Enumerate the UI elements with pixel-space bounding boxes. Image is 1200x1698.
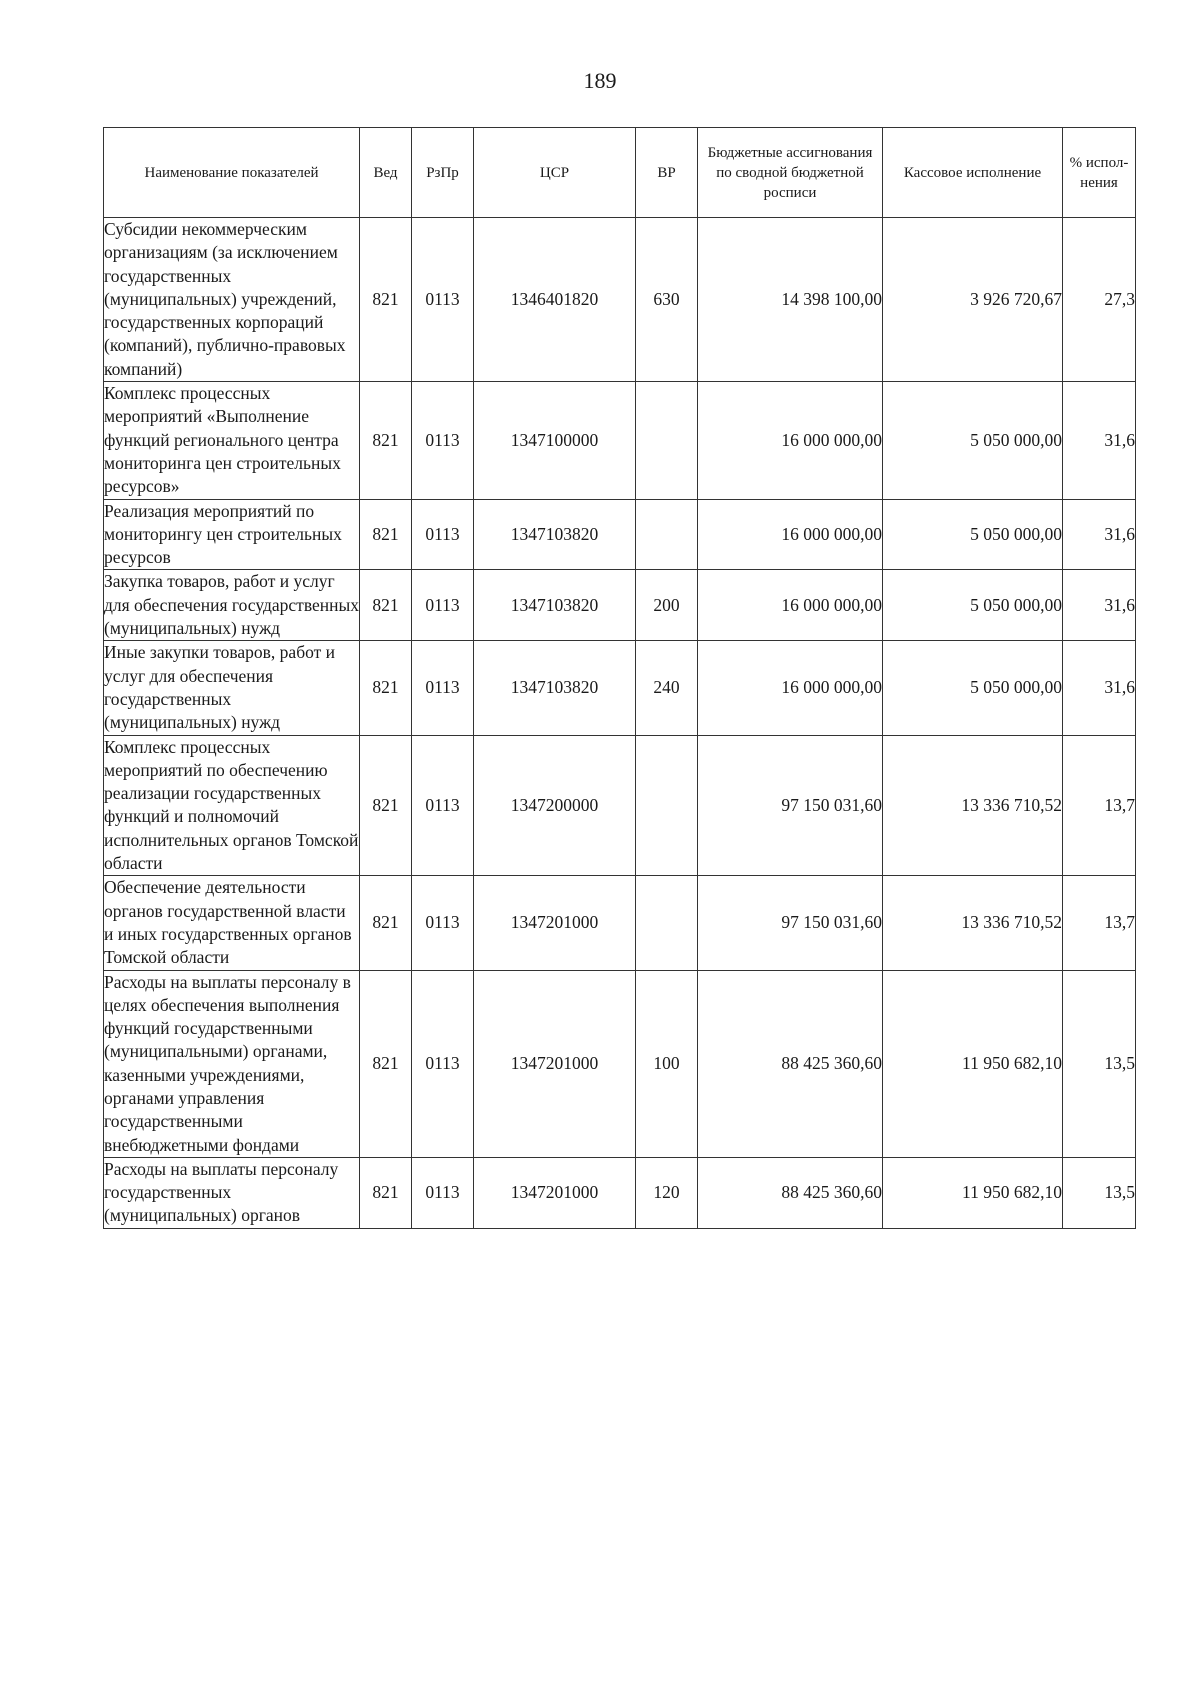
row-budget: 16 000 000,00 [698,641,883,735]
row-vr: 240 [636,641,698,735]
row-vr [636,382,698,499]
row-pct: 31,6 [1063,382,1136,499]
row-budget: 97 150 031,60 [698,735,883,876]
row-budget: 16 000 000,00 [698,570,883,641]
row-rzpr: 0113 [412,570,474,641]
row-budget: 97 150 031,60 [698,876,883,970]
row-cash: 5 050 000,00 [883,570,1063,641]
row-pct: 31,6 [1063,641,1136,735]
header-pct: % испол- нения [1063,128,1136,218]
row-csr: 1347200000 [474,735,636,876]
row-rzpr: 0113 [412,641,474,735]
row-cash: 5 050 000,00 [883,382,1063,499]
row-ved: 821 [360,1157,412,1228]
row-ved: 821 [360,735,412,876]
table-row [104,641,1136,735]
header-cash: Кассовое исполнение [883,128,1063,218]
header-name: Наименование показателей [104,128,360,218]
row-pct: 31,6 [1063,570,1136,641]
header-rzpr: РзПр [412,128,474,218]
row-csr: 1346401820 [474,218,636,382]
table-row [104,735,1136,876]
row-budget: 14 398 100,00 [698,218,883,382]
header-vr: ВР [636,128,698,218]
budget-table [103,127,1136,1229]
row-rzpr: 0113 [412,218,474,382]
row-name: Комплекс процессных мероприятий «Выполнение функций регионального центра мониторинга цен строительных ресурсов» [104,382,360,499]
row-vr [636,735,698,876]
row-name: Закупка товаров, работ и услуг для обеспечения государственных (муниципальных) нужд [104,570,360,641]
row-name: Иные закупки товаров, работ и услуг для обеспечения государственных (муниципальных) нужд [104,641,360,735]
row-cash: 5 050 000,00 [883,641,1063,735]
page-number: 189 [583,68,617,93]
row-ved: 821 [360,570,412,641]
row-csr: 1347201000 [474,1157,636,1228]
row-csr: 1347201000 [474,876,636,970]
row-csr: 1347103820 [474,641,636,735]
row-rzpr: 0113 [412,499,474,570]
row-cash: 11 950 682,10 [883,1157,1063,1228]
row-vr [636,499,698,570]
header-row [104,128,1136,218]
row-cash: 5 050 000,00 [883,499,1063,570]
row-ved: 821 [360,218,412,382]
table-row [104,382,1136,499]
row-ved: 821 [360,876,412,970]
row-cash: 11 950 682,10 [883,970,1063,1157]
row-vr: 120 [636,1157,698,1228]
row-name: Расходы на выплаты персоналу в целях обеспечения выполнения функций государственными (муниципальными) органами, казенными учреждениями, органами управления государственными внебюджетными фондами [104,970,360,1157]
row-vr [636,876,698,970]
row-cash: 13 336 710,52 [883,876,1063,970]
row-name: Обеспечение деятельности органов государственной власти и иных государственных органов Томской области [104,876,360,970]
row-budget: 16 000 000,00 [698,499,883,570]
row-csr: 1347201000 [474,970,636,1157]
row-rzpr: 0113 [412,735,474,876]
row-ved: 821 [360,641,412,735]
header-budget: Бюджетные ассигнования по сводной бюджетной росписи [698,128,883,218]
row-name: Комплекс процессных мероприятий по обеспечению реализации государственных функций и полномочий исполнительных органов Томской области [104,735,360,876]
row-vr: 630 [636,218,698,382]
row-pct: 31,6 [1063,499,1136,570]
row-pct: 13,7 [1063,735,1136,876]
row-ved: 821 [360,499,412,570]
row-csr: 1347103820 [474,570,636,641]
row-vr: 100 [636,970,698,1157]
row-csr: 1347100000 [474,382,636,499]
table-row [104,970,1136,1157]
row-csr: 1347103820 [474,499,636,570]
row-ved: 821 [360,970,412,1157]
row-budget: 16 000 000,00 [698,382,883,499]
row-budget: 88 425 360,60 [698,970,883,1157]
row-pct: 13,7 [1063,876,1136,970]
row-rzpr: 0113 [412,876,474,970]
row-pct: 27,3 [1063,218,1136,382]
row-budget: 88 425 360,60 [698,1157,883,1228]
header-csr: ЦСР [474,128,636,218]
table-row [104,499,1136,570]
row-cash: 3 926 720,67 [883,218,1063,382]
row-ved: 821 [360,382,412,499]
row-cash: 13 336 710,52 [883,735,1063,876]
table-row [104,570,1136,641]
row-rzpr: 0113 [412,1157,474,1228]
table-row [104,1157,1136,1228]
row-name: Реализация мероприятий по мониторингу цен строительных ресурсов [104,499,360,570]
row-name: Расходы на выплаты персоналу государственных (муниципальных) органов [104,1157,360,1228]
row-pct: 13,5 [1063,970,1136,1157]
table-row [104,218,1136,382]
row-pct: 13,5 [1063,1157,1136,1228]
row-rzpr: 0113 [412,382,474,499]
row-vr: 200 [636,570,698,641]
table-row [104,876,1136,970]
header-ved: Вед [360,128,412,218]
row-rzpr: 0113 [412,970,474,1157]
row-name: Субсидии некоммерческим организациям (за исключением государственных (муниципальных) учреждений, государственных корпораций (компаний), публично-правовых компаний) [104,218,360,382]
